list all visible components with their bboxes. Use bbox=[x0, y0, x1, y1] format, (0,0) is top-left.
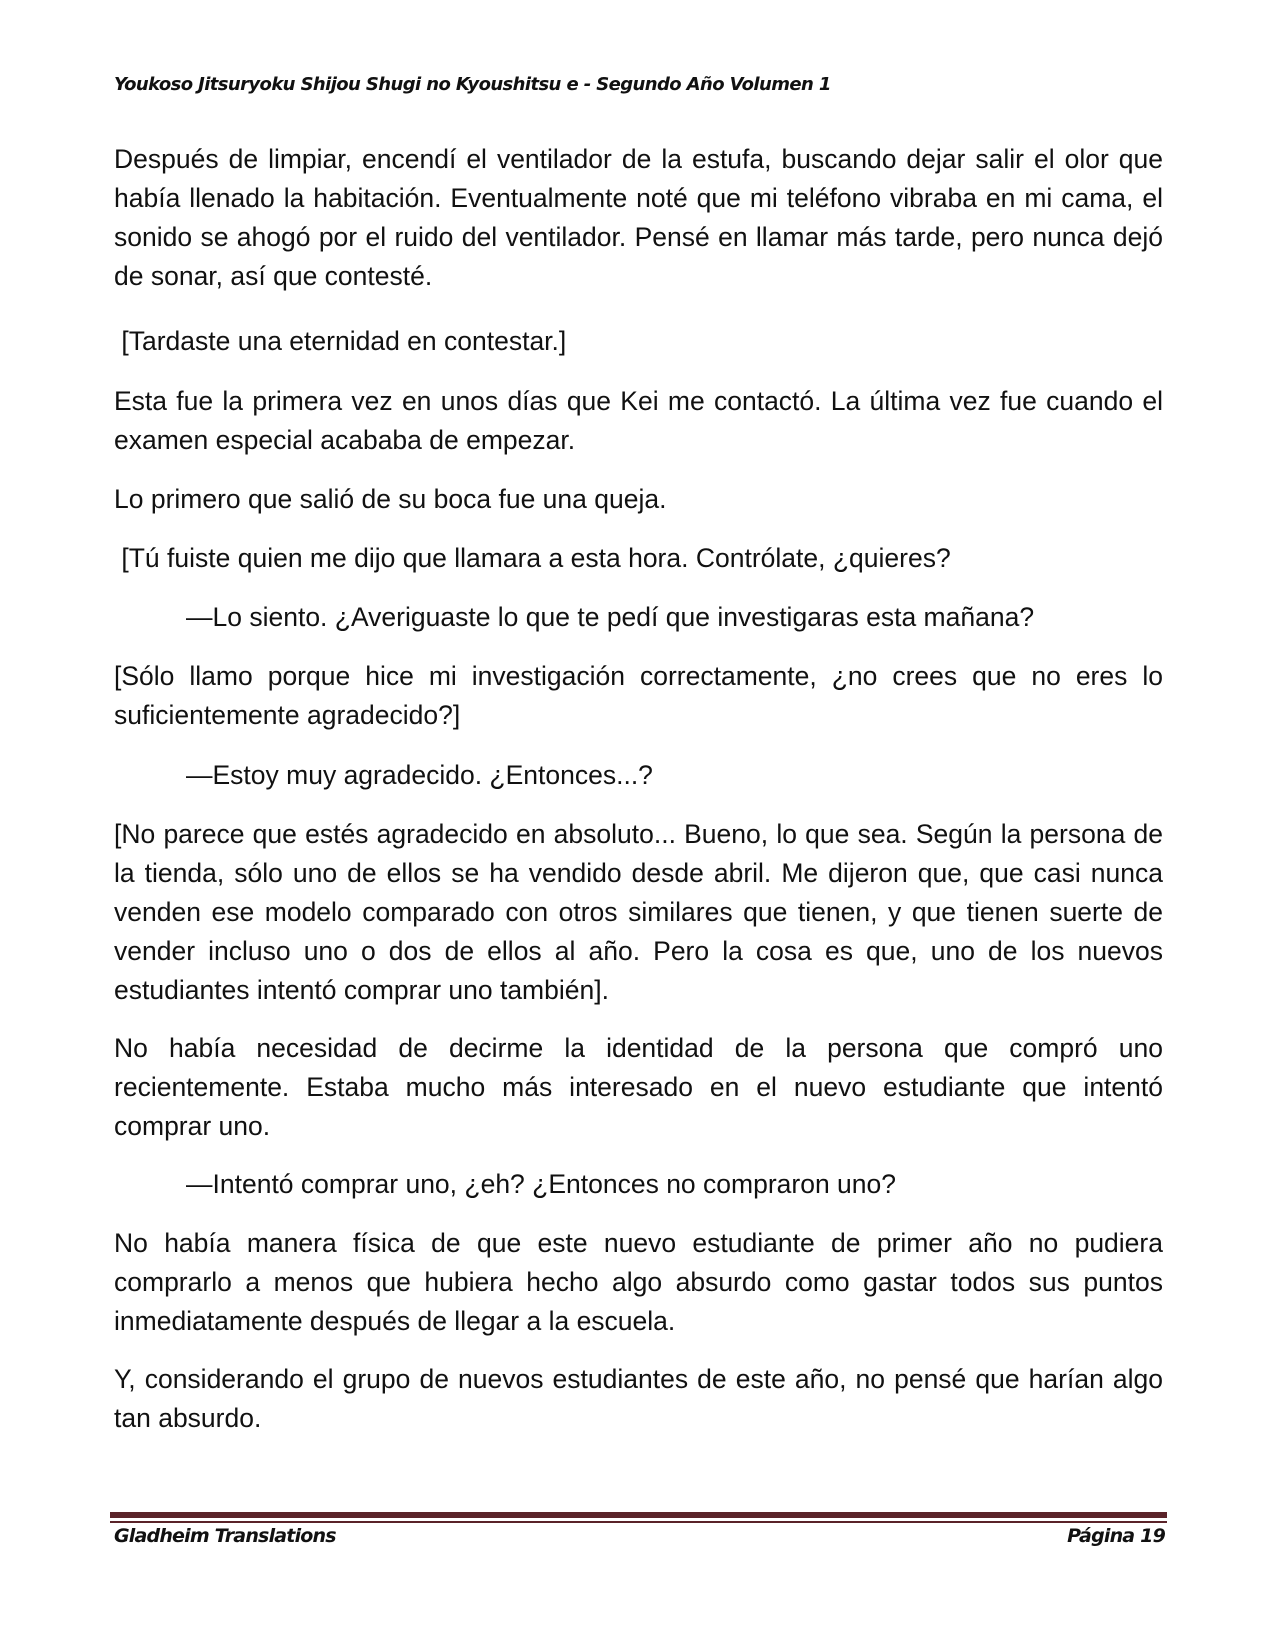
running-header: Youkoso Jitsuryoku Shijou Shugi no Kyoushitsu e - Segundo Año Volumen 1 bbox=[114, 74, 831, 95]
dialogue-line: —Estoy muy agradecido. ¿Entonces...? bbox=[186, 760, 653, 790]
paragraph: [Tú fuiste quien me dijo que llamara a esta hora. Contrólate, ¿quieres? bbox=[114, 543, 951, 573]
paragraph: Lo primero que salió de su boca fue una queja. bbox=[114, 484, 667, 514]
paragraph: Esta fue la primera vez en unos días que Kei me contactó. La última vez fue cuando el examen especial acababa de empezar. bbox=[114, 386, 1163, 455]
paragraph: Y, considerando el grupo de nuevos estudiantes de este año, no pensé que harían algo tan absurdo. bbox=[114, 1364, 1163, 1433]
paragraph: No había necesidad de decirme la identidad de la persona que compró uno recientemente. Estaba mucho más interesado en el nuevo estudiante que intentó comprar uno. bbox=[114, 1033, 1163, 1141]
paragraph: [Tardaste una eternidad en contestar.] bbox=[114, 326, 567, 356]
page-number: Página 19 bbox=[1067, 1525, 1165, 1547]
paragraph: [Sólo llamo porque hice mi investigación correctamente, ¿no crees que no eres lo suficientemente agradecido?] bbox=[114, 661, 1163, 730]
paragraph: Después de limpiar, encendí el ventilador de la estufa, buscando dejar salir el olor que había llenado la habitación. Eventualmente noté que mi teléfono vibraba en mi cama, el sonido se ahogó por el ruido del ventilador. Pensé en llamar más tarde, pero nunca dejó de sonar, así que contesté. bbox=[114, 144, 1163, 291]
dialogue-line: —Intentó comprar uno, ¿eh? ¿Entonces no compraron uno? bbox=[186, 1169, 897, 1199]
dialogue-line: —Lo siento. ¿Averiguaste lo que te pedí que investigaras esta mañana? bbox=[186, 602, 1035, 632]
footer-rule bbox=[110, 1512, 1167, 1518]
footer-publisher: Gladheim Translations bbox=[114, 1525, 336, 1547]
paragraph: No había manera física de que este nuevo estudiante de primer año no pudiera comprarlo a menos que hubiera hecho algo absurdo como gastar todos sus puntos inmediatamente después de llegar a la escuela. bbox=[114, 1228, 1163, 1336]
footer-rule-thin bbox=[110, 1521, 1167, 1523]
paragraph: [No parece que estés agradecido en absoluto... Bueno, lo que sea. Según la persona de la tienda, sólo uno de ellos se ha vendido desde abril. Me dijeron que, que casi nunca venden ese modelo comparado con otros similares que tienen, y que tienen suerte de vender incluso uno o dos de ellos al año. Pero la cosa es que, uno de los nuevos estudiantes intentó comprar uno también]. bbox=[114, 819, 1163, 1005]
